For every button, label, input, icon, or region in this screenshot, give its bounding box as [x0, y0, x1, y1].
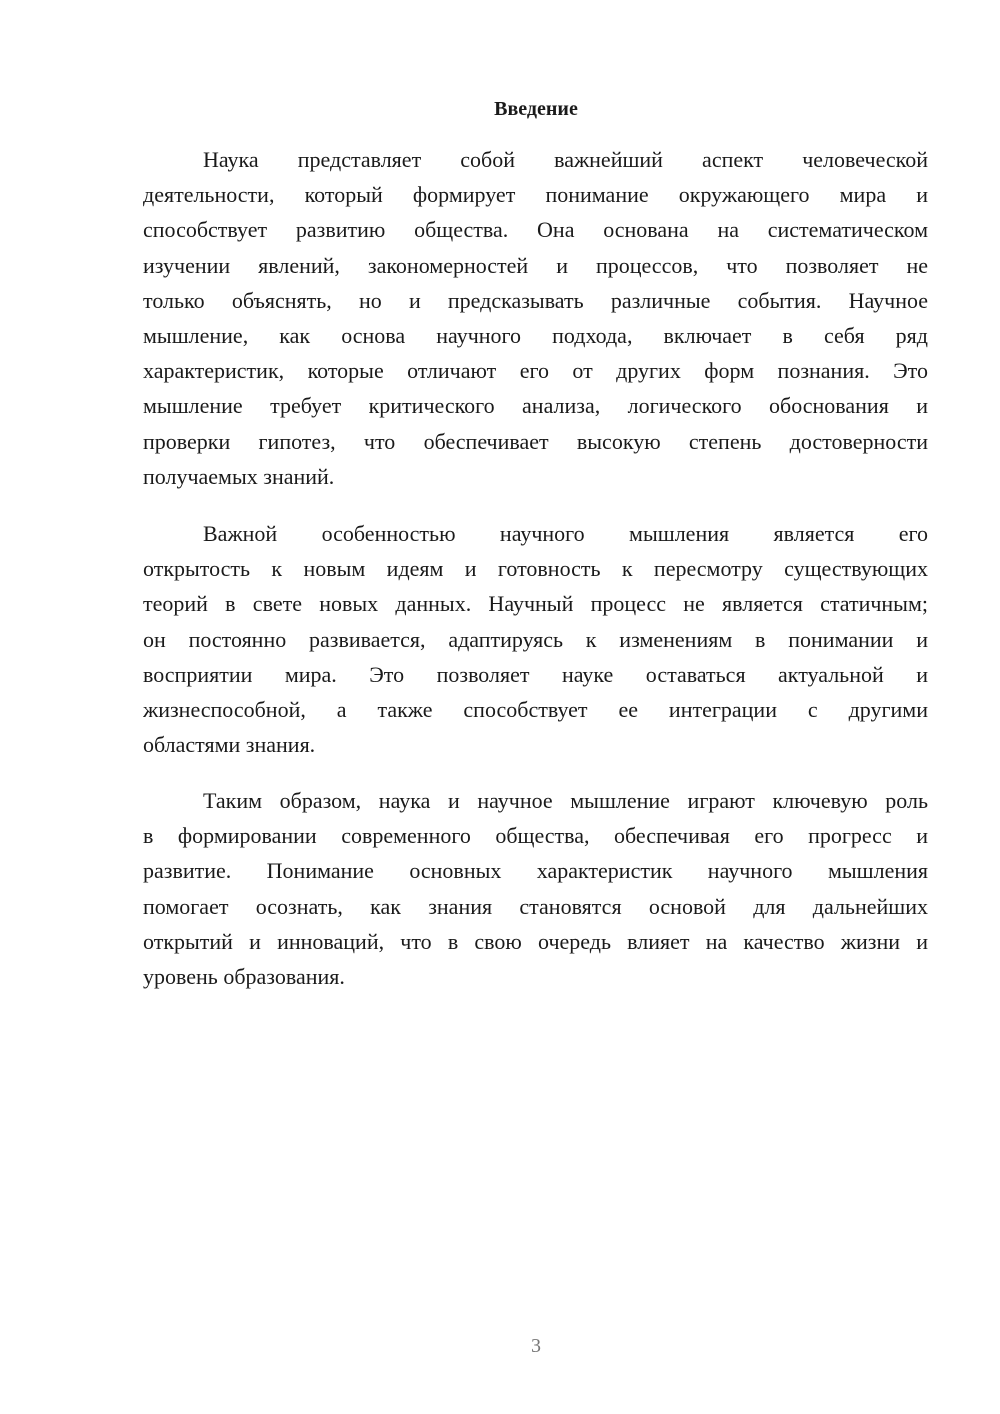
text-line: жизнеспособной, а также способствует ее интеграции с другими	[143, 696, 928, 722]
text-line: открытость к новым идеям и готовность к пересмотру существующих	[143, 556, 928, 582]
paragraph-2	[143, 516, 928, 762]
text-line: деятельности, который формирует понимание окружающего мира и	[143, 182, 928, 208]
text-line: он постоянно развивается, адаптируясь к изменениям в понимании и	[143, 626, 928, 652]
text-line: теорий в свете новых данных. Научный процесс не является статичным;	[143, 591, 928, 617]
section-title: Введение	[494, 98, 578, 120]
text-line: получаемых знаний.	[143, 463, 335, 489]
page-number: 3	[531, 1335, 541, 1357]
text-line: Таким образом, наука и научное мышление играют ключевую роль	[203, 788, 928, 813]
text-line: изучении явлений, закономерностей и процессов, что позволяет не	[143, 252, 928, 278]
text-line: Наука представляет собой важнейший аспект человеческой	[203, 147, 928, 172]
text-line: только объяснять, но и предсказывать различные события. Научное	[143, 287, 928, 313]
text-line: в формировании современного общества, обеспечивая его прогресс и	[143, 823, 928, 849]
text-line: областями знания.	[143, 732, 316, 758]
text-line: открытий и инноваций, что в свою очередь влияет на качество жизни и	[143, 928, 928, 954]
text-line: проверки гипотез, что обеспечивает высокую степень достоверности	[143, 428, 928, 454]
text-line: восприятии мира. Это позволяет науке оставаться актуальной и	[143, 661, 928, 687]
text-line: способствует развитию общества. Она основана на систематическом	[143, 217, 928, 243]
text-line: мышление, как основа научного подхода, включает в себя ряд	[143, 322, 928, 348]
paragraph-3	[143, 783, 928, 994]
text-line: Важной особенностью научного мышления является его	[203, 521, 928, 546]
text-line: помогает осознать, как знания становятся основой для дальнейших	[143, 893, 928, 919]
text-line: уровень образования.	[143, 963, 345, 989]
text-line: характеристик, которые отличают его от других форм познания. Это	[143, 358, 928, 384]
paragraph-1	[143, 142, 928, 494]
text-line: мышление требует критического анализа, логического обоснования и	[143, 393, 928, 419]
text-line: развитие. Понимание основных характеристик научного мышления	[143, 858, 928, 884]
